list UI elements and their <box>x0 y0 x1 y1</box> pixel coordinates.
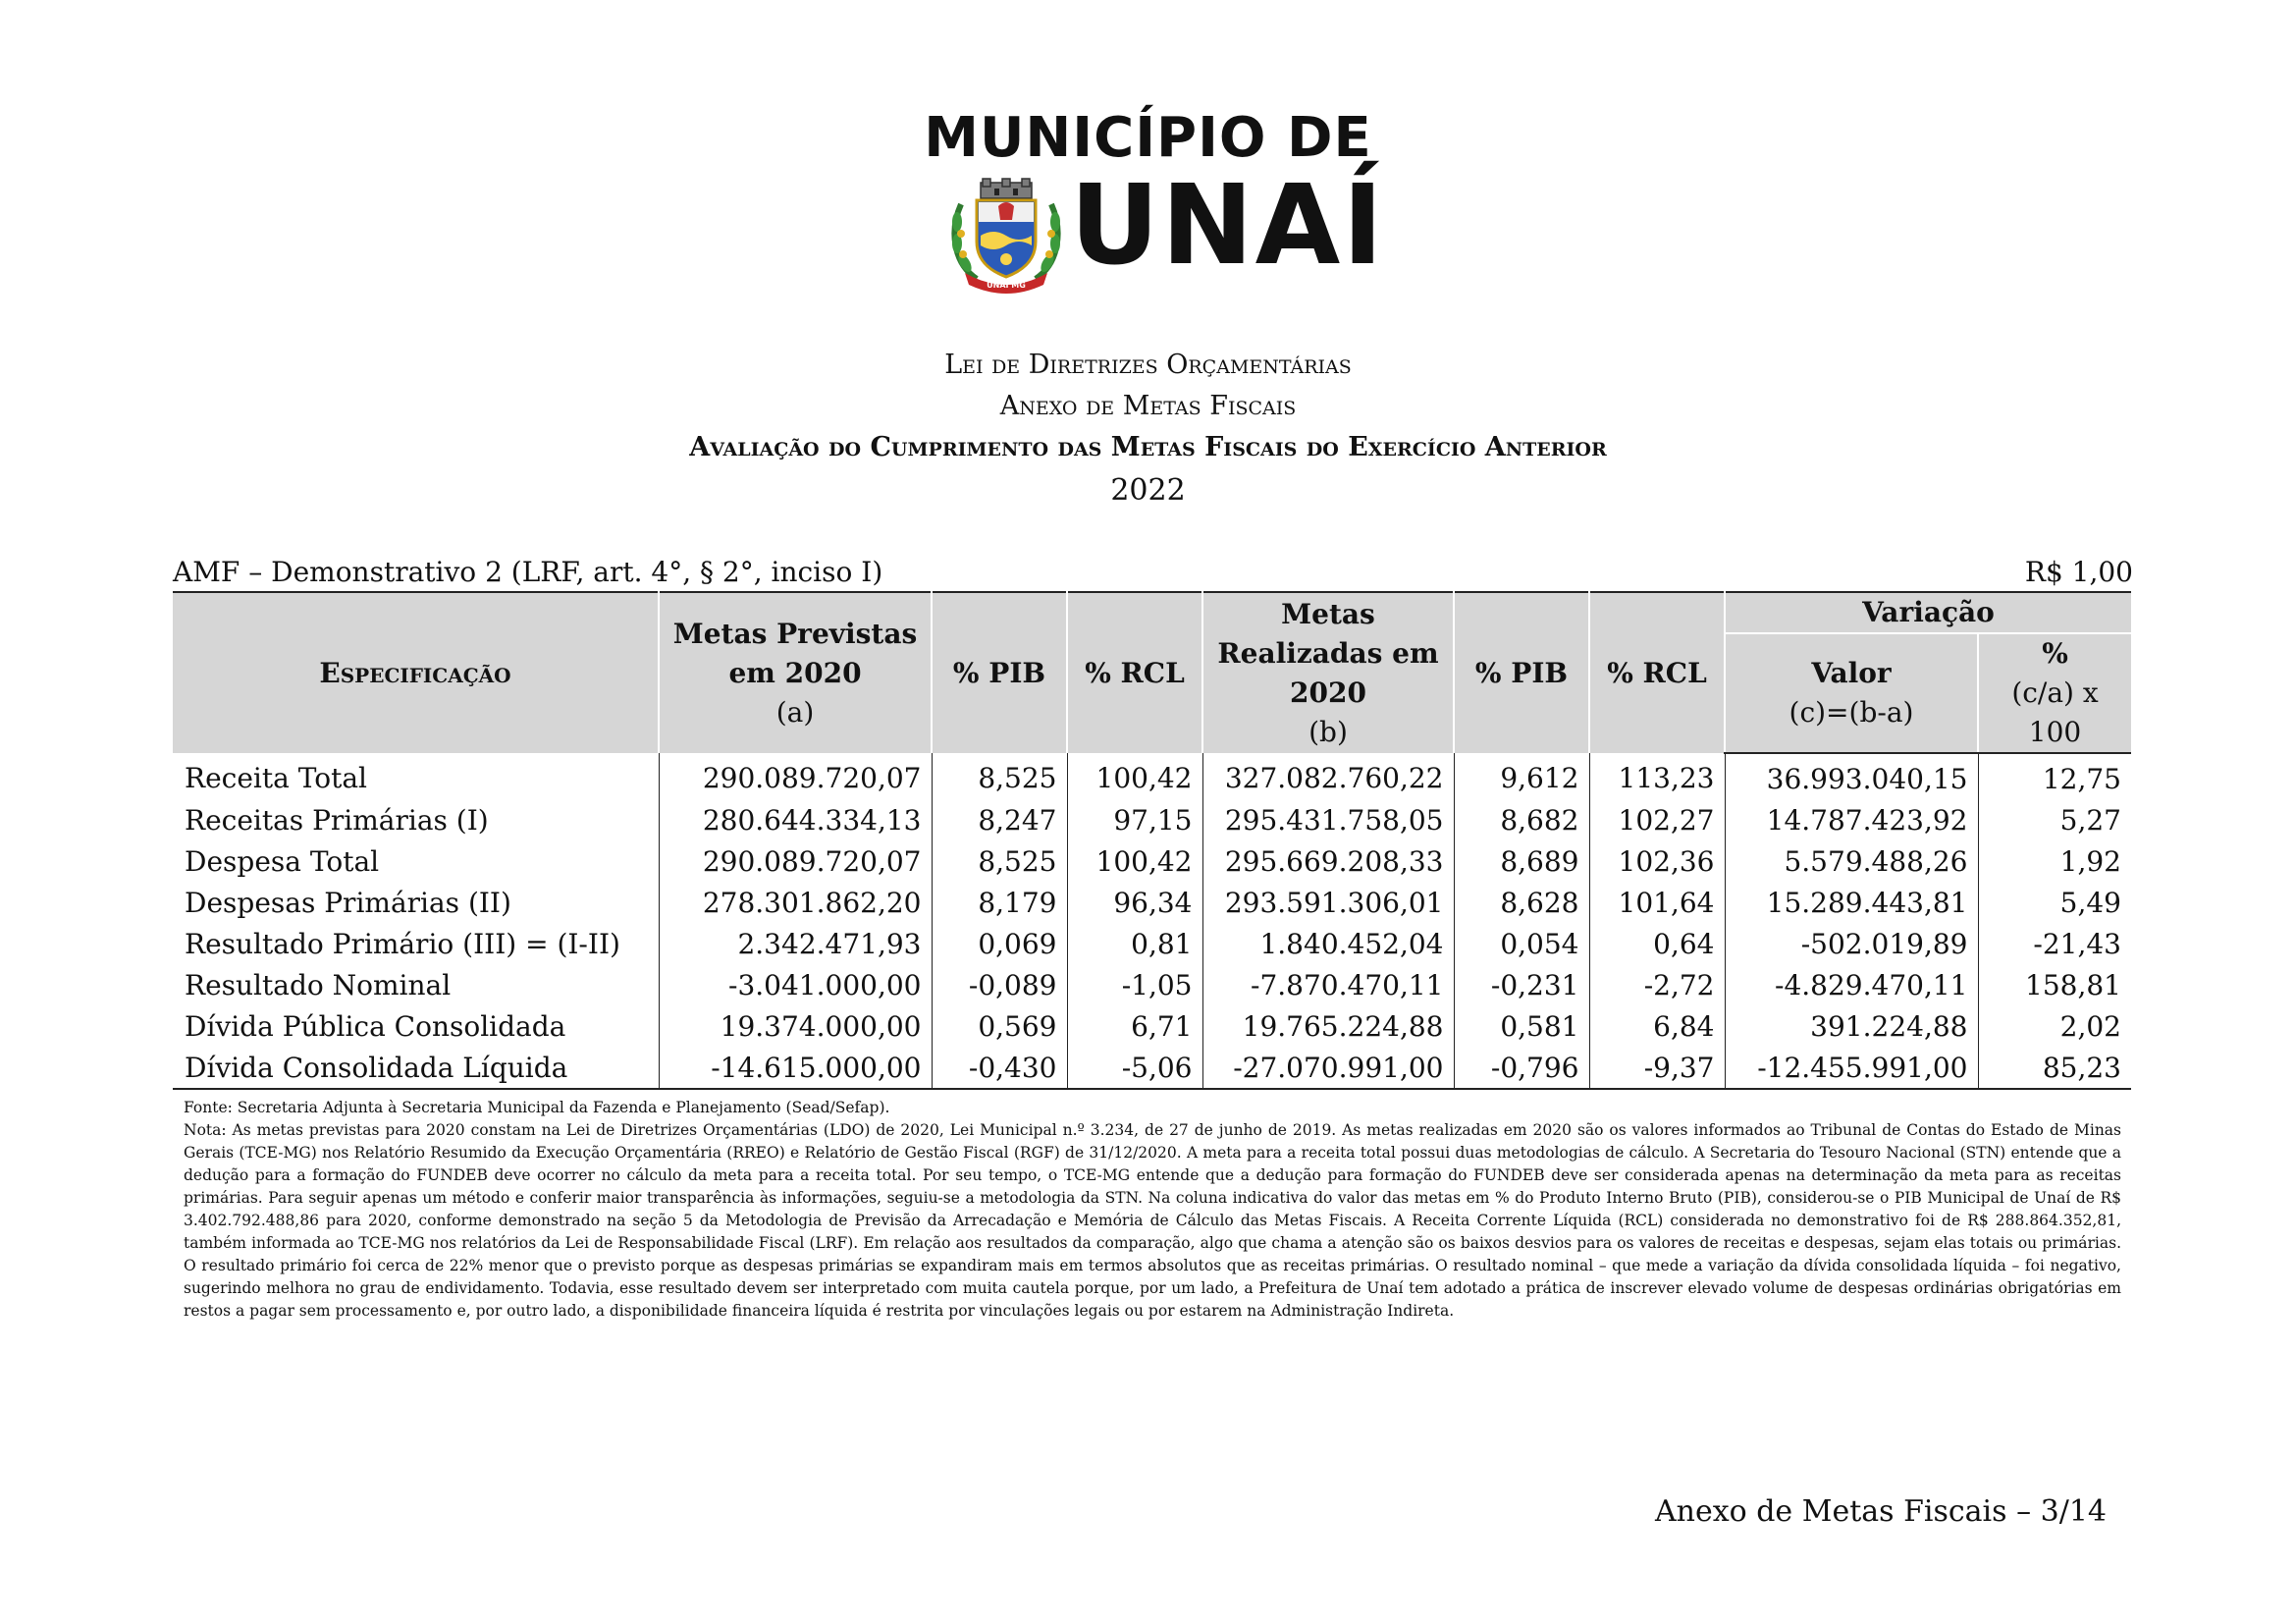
meta-prevista: 19.374.000,00 <box>659 1005 932 1047</box>
rcl-prevista: 6,71 <box>1067 1005 1202 1047</box>
shield-icon <box>977 200 1036 277</box>
rcl-prevista: 100,42 <box>1067 840 1202 882</box>
variacao-valor: -12.455.991,00 <box>1725 1047 1978 1089</box>
pib-prevista: -0,430 <box>932 1047 1067 1089</box>
pib-realizada: 8,682 <box>1454 799 1589 840</box>
variacao-valor: 15.289.443,81 <box>1725 882 1978 923</box>
page-footer: Anexo de Metas Fiscais – 3/14 <box>1654 1494 2107 1529</box>
meta-realizada: 19.765.224,88 <box>1202 1005 1454 1047</box>
table-row <box>173 882 2131 923</box>
meta-realizada: -7.870.470,11 <box>1202 964 1454 1005</box>
meta-prevista: 290.089.720,07 <box>659 840 932 882</box>
header-metas-realizadas: Metas Realizadas em 2020 (b) <box>1202 592 1454 753</box>
variacao-valor: 5.579.488,26 <box>1725 840 1978 882</box>
table-row <box>173 1047 2131 1089</box>
municipality-logo <box>947 162 1386 295</box>
meta-prevista: 290.089.720,07 <box>659 753 932 799</box>
header-rcl-realizadas: % RCL <box>1589 592 1725 753</box>
table-row <box>173 840 2131 882</box>
pib-prevista: 8,525 <box>932 840 1067 882</box>
row-label: Resultado Primário (III) = (I-II) <box>185 927 620 960</box>
row-label: Despesa Total <box>185 844 380 878</box>
pib-realizada: 0,581 <box>1454 1005 1589 1047</box>
rcl-realizada: 0,64 <box>1589 923 1725 964</box>
meta-realizada: 327.082.760,22 <box>1202 753 1454 799</box>
pib-prevista: -0,089 <box>932 964 1067 1005</box>
rcl-realizada: -2,72 <box>1589 964 1725 1005</box>
header-pib-previstas: % PIB <box>932 592 1067 753</box>
table-notes <box>184 1097 2121 1323</box>
variacao-percentual: 1,92 <box>1978 840 2131 882</box>
laurel-branch-right-icon <box>1036 204 1060 279</box>
rcl-prevista: 97,15 <box>1067 799 1202 840</box>
row-label: Despesas Primárias (II) <box>185 886 511 919</box>
row-label: Dívida Pública Consolidada <box>185 1009 566 1043</box>
crest-banner-text: UNAÍ MG <box>987 281 1026 290</box>
variacao-percentual: 2,02 <box>1978 1005 2131 1047</box>
variacao-percentual: 5,49 <box>1978 882 2131 923</box>
methodology-note: Nota: As metas previstas para 2020 constam na Lei de Diretrizes Orçamentárias (LDO) de 2020, Lei Municipal n.º 3.234, de 27 de junho de 2019. As metas realizadas em 2020 são os valores informados ao Tribunal de Contas do Estado de Minas Gerais (TCE-MG) nos Relatório Resumido da Execução Orçamentária (RREO) e Relatório de Gestão Fiscal (RGF) de 31/12/2020. A meta para a receita total possui duas metodologias de cálculo. A Secretaria do Tesouro Nacional (STN) entende que a dedução para a formação do FUNDEB deve ocorrer no cálculo da meta para a receita total. Por seu tempo, o TCE-MG entende que a dedução para formação do FUNDEB deve ser considerada apenas na determinação da meta para as receitas primárias. Para seguir apenas um método e conferir maior transparência às informações, seguiu-se a metodologia da STN. Na coluna indicativa do valor das metas em % do Produto Interno Bruto (PIB), considerou-se o PIB Municipal de Unaí de R$ 3.402.792.488,86 para 2020, conforme demonstrado na seção 5 da Metodologia de Previsão da Arrecadação e Memória de Cálculo das Metas Fiscais. A Receita Corrente Líquida (RCL) considerada no demonstrativo foi de R$ 288.864.352,81, também informada ao TCE-MG nos relatórios da Lei de Responsabilidade Fiscal (LRF). Em relação aos resultados da comparação, algo que chama a atenção são os baixos desvios para os valores de receitas e despesas, sejam elas totais ou primárias. O resultado primário foi cerca de 22% menor que o previsto porque as despesas primárias se expandiram mais em termos absolutos que as receitas primárias. O resultado nominal – que mede a variação da dívida consolidada líquida – foi negativo, sugerindo melhora no grau de endividamento. Todavia, esse resultado devem ser interpretado com muita cautela porque, por um lado, a Prefeitura de Unaí tem adotado a prática de inscrever elevado volume de despesas ordinárias obrigatórias em restos a pagar sem processamento e, por outro lado, a disponibilidade financeira líquida é restrita por vinculações legais ou por estarem na Administração Indireta. <box>184 1121 2121 1320</box>
table-row <box>173 964 2131 1005</box>
pib-realizada: 8,628 <box>1454 882 1589 923</box>
rcl-prevista: 100,42 <box>1067 753 1202 799</box>
meta-prevista: -14.615.000,00 <box>659 1047 932 1089</box>
annex-title: Anexo de Metas Fiscais <box>999 391 1297 421</box>
meta-realizada: 1.840.452,04 <box>1202 923 1454 964</box>
currency-unit: R$ 1,00 <box>2024 556 2133 588</box>
municipality-name: UNAÍ <box>1070 162 1386 290</box>
rcl-prevista: 0,81 <box>1067 923 1202 964</box>
demonstrativo-label: AMF – Demonstrativo 2 (LRF, art. 4°, § 2°, inciso I) <box>173 556 883 588</box>
mural-crown-icon <box>981 179 1032 198</box>
table-row <box>173 799 2131 840</box>
variacao-percentual: 85,23 <box>1978 1047 2131 1089</box>
header-pib-realizadas: % PIB <box>1454 592 1589 753</box>
variacao-percentual: 12,75 <box>1978 753 2131 799</box>
pib-prevista: 8,525 <box>932 753 1067 799</box>
meta-prevista: -3.041.000,00 <box>659 964 932 1005</box>
header-percentual: % (c/a) x 100 <box>1978 633 2131 753</box>
law-title: Lei de Diretrizes Orçamentárias <box>944 350 1352 380</box>
variacao-valor: -502.019,89 <box>1725 923 1978 964</box>
rcl-prevista: -5,06 <box>1067 1047 1202 1089</box>
variacao-valor: -4.829.470,11 <box>1725 964 1978 1005</box>
coat-of-arms-icon <box>947 177 1065 295</box>
header-metas-previstas: Metas Previstas em 2020 (a) <box>659 592 932 753</box>
meta-realizada: 295.431.758,05 <box>1202 799 1454 840</box>
source-note: Fonte: Secretaria Adjunta à Secretaria Municipal da Fazenda e Planejamento (Sead/Sefap). <box>184 1099 890 1116</box>
variacao-percentual: 5,27 <box>1978 799 2131 840</box>
header-especificacao: Especificação <box>173 592 659 753</box>
meta-prevista: 2.342.471,93 <box>659 923 932 964</box>
meta-prevista: 278.301.862,20 <box>659 882 932 923</box>
municipality-prefix: MUNICÍPIO DE <box>924 106 1372 170</box>
variacao-valor: 391.224,88 <box>1725 1005 1978 1047</box>
row-label: Receita Total <box>185 762 367 794</box>
row-label: Dívida Consolidada Líquida <box>173 1047 659 1089</box>
fiscal-goals-table <box>173 591 2131 1090</box>
header-variacao: Variação <box>1725 592 2131 633</box>
pib-realizada: 0,054 <box>1454 923 1589 964</box>
meta-realizada: 293.591.306,01 <box>1202 882 1454 923</box>
rcl-realizada: 113,23 <box>1589 753 1725 799</box>
rcl-realizada: -9,37 <box>1589 1047 1725 1089</box>
table-row <box>173 1005 2131 1047</box>
header-valor: Valor (c)=(b-a) <box>1725 633 1978 753</box>
variacao-valor: 36.993.040,15 <box>1725 753 1978 799</box>
rcl-realizada: 102,27 <box>1589 799 1725 840</box>
pib-prevista: 0,069 <box>932 923 1067 964</box>
pib-realizada: 9,612 <box>1454 753 1589 799</box>
meta-prevista: 280.644.334,13 <box>659 799 932 840</box>
report-year: 2022 <box>1110 473 1186 508</box>
pib-prevista: 8,179 <box>932 882 1067 923</box>
variacao-percentual: 158,81 <box>1978 964 2131 1005</box>
laurel-branch-left-icon <box>952 204 977 279</box>
variacao-valor: 14.787.423,92 <box>1725 799 1978 840</box>
pib-prevista: 0,569 <box>932 1005 1067 1047</box>
table-row <box>173 923 2131 964</box>
pib-prevista: 8,247 <box>932 799 1067 840</box>
meta-realizada: 295.669.208,33 <box>1202 840 1454 882</box>
rcl-prevista: 96,34 <box>1067 882 1202 923</box>
header-rcl-previstas: % RCL <box>1067 592 1202 753</box>
table-row <box>173 753 2131 799</box>
rcl-realizada: 6,84 <box>1589 1005 1725 1047</box>
rcl-realizada: 102,36 <box>1589 840 1725 882</box>
rcl-realizada: 101,64 <box>1589 882 1725 923</box>
pib-realizada: -0,796 <box>1454 1047 1589 1089</box>
pib-realizada: 8,689 <box>1454 840 1589 882</box>
row-label: Resultado Nominal <box>185 968 452 1001</box>
rcl-prevista: -1,05 <box>1067 964 1202 1005</box>
pib-realizada: -0,231 <box>1454 964 1589 1005</box>
report-title: Avaliação do Cumprimento das Metas Fiscais do Exercício Anterior <box>689 432 1607 462</box>
variacao-percentual: -21,43 <box>1978 923 2131 964</box>
row-label: Receitas Primárias (I) <box>185 803 489 837</box>
meta-realizada: -27.070.991,00 <box>1202 1047 1454 1089</box>
